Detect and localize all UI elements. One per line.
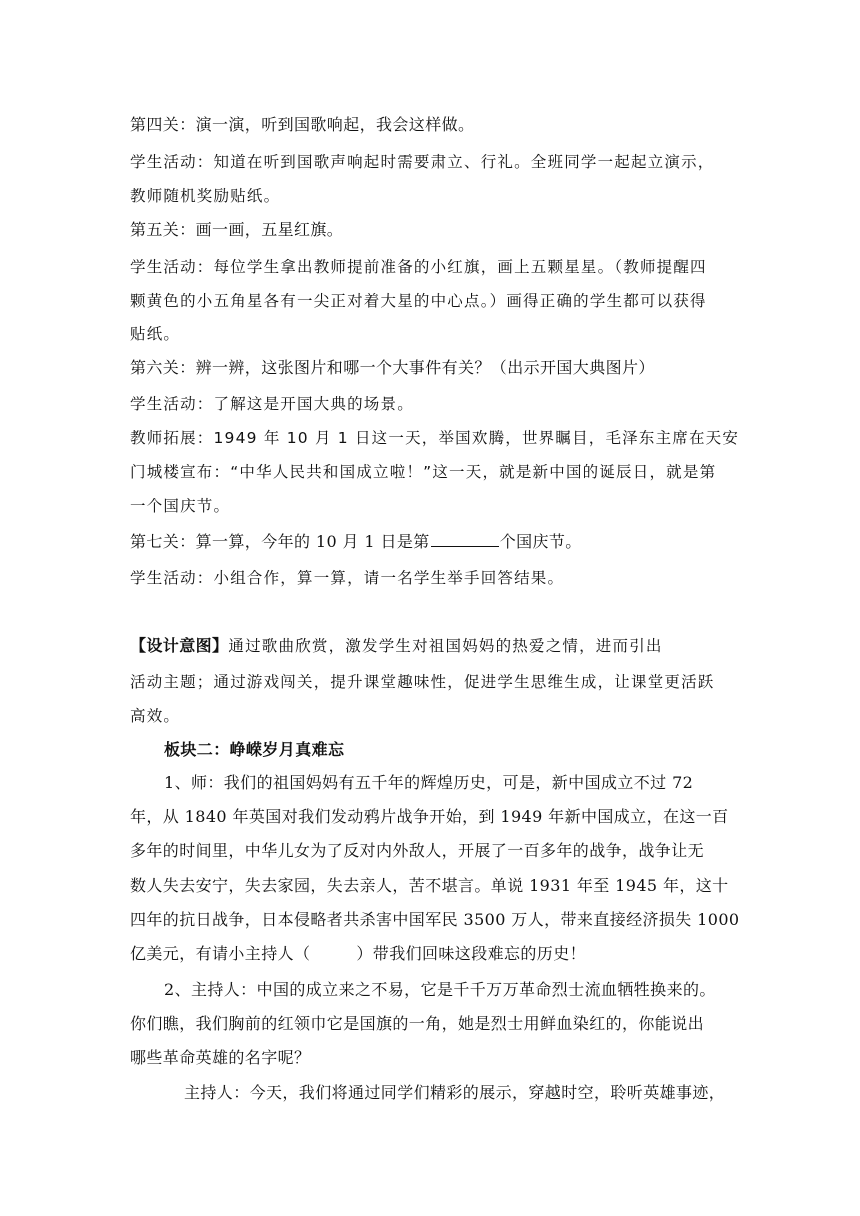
- answer-blank: [431, 530, 499, 547]
- paragraph-1-line3: 多年的时间里，中华儿女为了反对内外敌人，开展了一百多年的战争，战争让无: [130, 841, 705, 860]
- student-activity-7-line: 学生活动：小组合作，算一算，请一名学生举手回答结果。: [130, 569, 565, 587]
- teacher-extension-line3: 一个国庆节。: [130, 497, 231, 515]
- student-activity-4-line1: 学生活动：知道在听到国歌声响起时需要肃立、行礼。全班同学一起起立演示，: [130, 153, 715, 171]
- student-activity-5-line1: 学生活动：每位学生拿出教师提前准备的小红旗，画上五颗星星。（教师提醒四: [130, 258, 707, 276]
- student-activity-5-line2: 颗黄色的小五角星各有一尖正对着大星的中心点。）画得正确的学生都可以获得: [130, 292, 707, 310]
- paragraph-1-line4: 数人失去安宁，失去家园，失去亲人，苦不堪言。单说 1931 年至 1945 年，这十: [130, 876, 729, 895]
- design-intent-heading: 【设计意图】: [130, 636, 229, 655]
- paragraph-1-line5: 四年的抗日战争，日本侵略者共杀害中国军民 3500 万人，带来直接经济损失 1000: [130, 910, 740, 929]
- teacher-extension-line1: 教师拓展：1949 年 10 月 1 日这一天，举国欢腾，世界瞩目，毛泽东主席在天安: [130, 429, 740, 447]
- design-intent-text: 通过歌曲欣赏，激发学生对祖国妈妈的热爱之情，进而引出: [228, 637, 663, 655]
- paragraph-2-line3: 哪些革命英雄的名字呢？: [130, 1048, 311, 1067]
- level-seven-text: 第七关：算一算，今年的 10 月 1 日是第: [130, 532, 430, 551]
- teacher-extension-line2: 门城楼宣布：“中华人民共和国成立啦！”这一天，就是新中国的诞辰日，就是第: [130, 463, 717, 481]
- paragraph-1-line1: 1、师：我们的祖国妈妈有五千年的辉煌历史，可是，新中国成立不过 72: [164, 773, 694, 792]
- design-intent-line1: [130, 634, 663, 658]
- student-activity-5-line3: 贴纸。: [130, 325, 181, 343]
- level-six-line: 第六关：辨一辨，这张图片和哪一个大事件有关？（出示开国大典图片）: [130, 358, 655, 377]
- paragraph-1-line2: 年，从 1840 年英国对我们发动鸦片战争开始，到 1949 年新中国成立，在这一百: [130, 807, 729, 826]
- student-activity-4-line2: 教师随机奖励贴纸。: [130, 187, 281, 205]
- paragraph-2-line2: 你们瞧，我们胸前的红领巾它是国旗的一角，她是烈士用鲜血染红的，你能说出: [130, 1014, 705, 1033]
- paragraph-2-line1: 2、主持人：中国的成立来之不易，它是千千万万革命烈士流血牺牲换来的。: [164, 980, 716, 999]
- paragraph-3-line1: 主持人：今天，我们将通过同学们精彩的展示，穿越时空，聆听英雄事迹，: [184, 1083, 726, 1102]
- paragraph-1-line6: [130, 942, 586, 966]
- level-seven-line: [130, 530, 582, 554]
- design-intent-line2: 活动主题；通过游戏闯关，提升课堂趣味性，促进学生思维生成，让课堂更活跃: [130, 673, 715, 691]
- host-invite-text: 亿美元，有请小主持人（: [130, 944, 311, 963]
- design-intent-line3: 高效。: [130, 707, 181, 725]
- section-two-heading: 板块二：峥嵘岁月真难忘: [164, 740, 345, 759]
- level-four-line: 第四关：演一演，听到国歌响起，我会这样做。: [130, 115, 475, 134]
- host-invite-suffix: ）带我们回味这段难忘的历史！: [356, 944, 587, 963]
- level-seven-suffix: 个国庆节。: [499, 532, 582, 551]
- level-five-line: 第五关：画一画，五星红旗。: [130, 220, 344, 239]
- student-activity-6-line: 学生活动：了解这是开国大典的场景。: [130, 395, 414, 413]
